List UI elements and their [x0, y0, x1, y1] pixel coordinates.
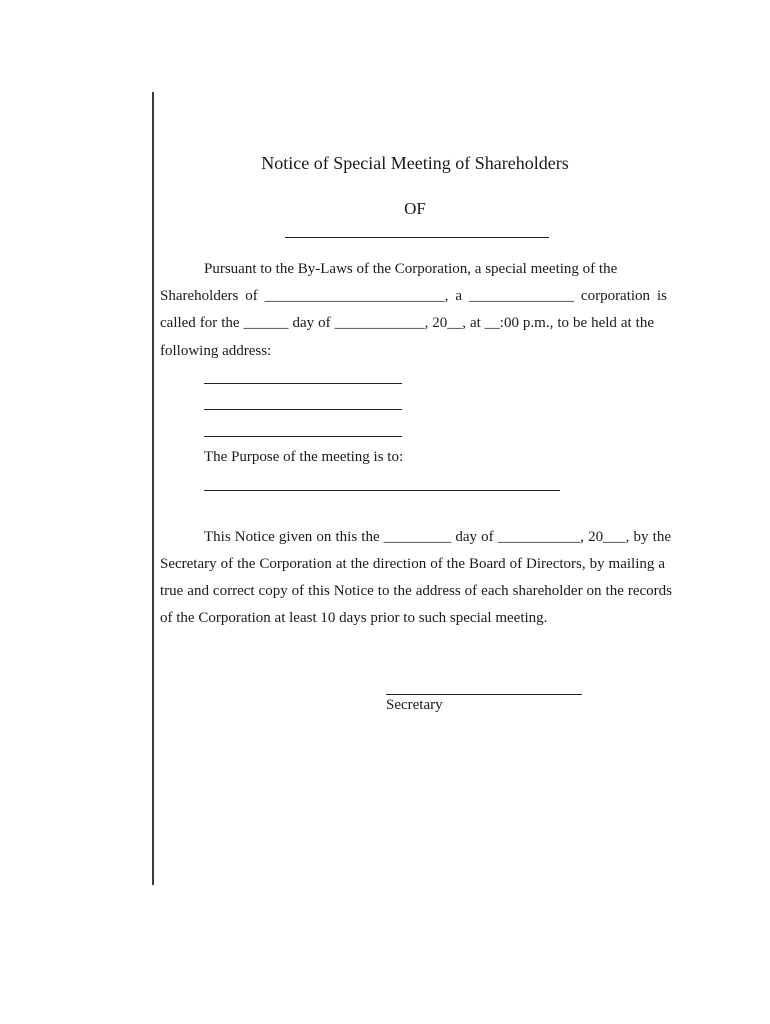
paragraph1-line3: called for the ______ day of ____________, 20__, at __:00 p.m., to be held at the: [160, 315, 654, 331]
purpose-label: The Purpose of the meeting is to:: [204, 449, 404, 465]
address-blank-line-3: [204, 436, 402, 437]
signature-line: [386, 694, 582, 695]
paragraph1-line2: Shareholders of ________________________, a ______________ corporation is: [160, 288, 667, 304]
corporation-name-blank: [285, 237, 549, 238]
purpose-blank-line: [204, 490, 560, 491]
address-blank-line-2: [204, 409, 402, 410]
paragraph2-line4: of the Corporation at least 10 days prior to such special meeting.: [160, 610, 548, 626]
of-label: OF: [404, 199, 426, 218]
paragraph2-line3: true and correct copy of this Notice to the address of each shareholder on the records: [160, 583, 672, 599]
document-title: Notice of Special Meeting of Shareholders: [261, 153, 569, 173]
paragraph2-line2: Secretary of the Corporation at the direction of the Board of Directors, by mailing a: [160, 556, 665, 572]
paragraph1-line1: Pursuant to the By-Laws of the Corporation, a special meeting of the: [204, 261, 618, 277]
paragraph2-line1: This Notice given on this the _________ day of ___________, 20___, by the: [204, 529, 671, 545]
signature-label: Secretary: [386, 697, 443, 713]
address-blank-line-1: [204, 383, 402, 384]
paragraph1-line4: following address:: [160, 343, 272, 359]
